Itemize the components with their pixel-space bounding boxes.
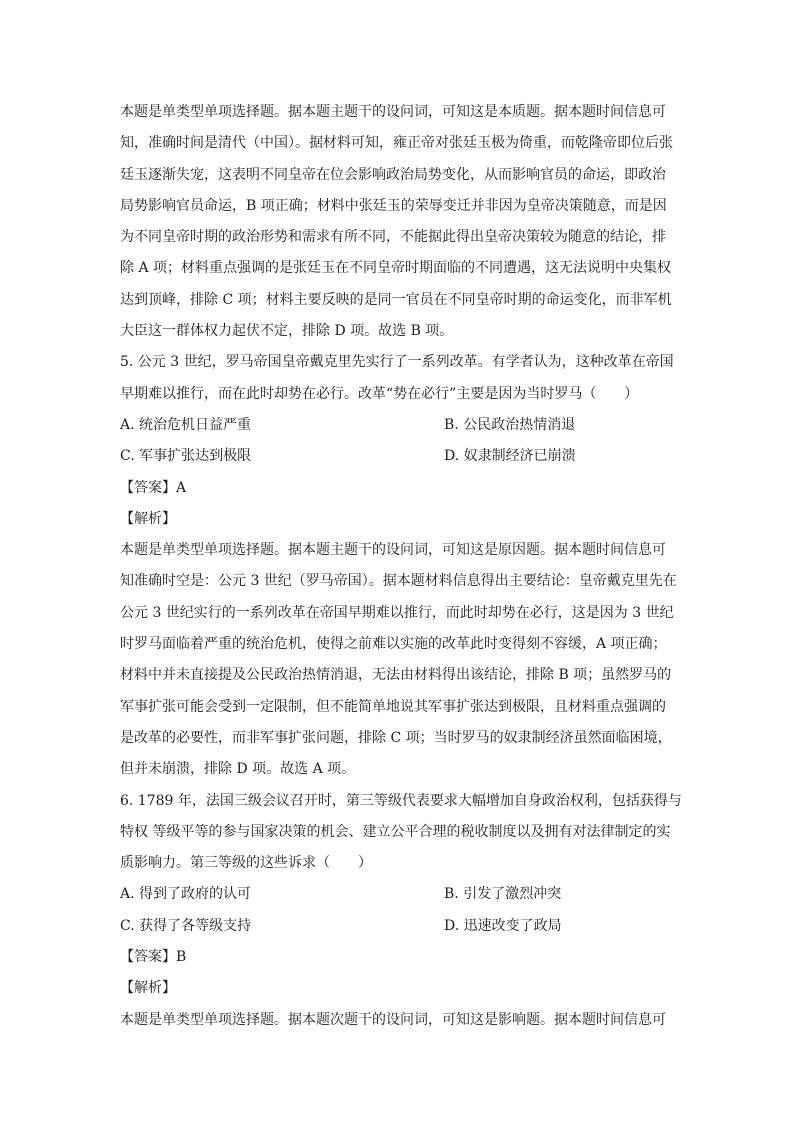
options-row: [120, 879, 665, 910]
text-line: 材料中并未直接提及公民政治热情消退，无法由材料得出该结论，排除 B 项；虽然罗马的: [120, 667, 672, 684]
text-line: 本题是单类型单项选择题。据本题次题干的设问词，可知这是影响题。据本题时间信息可: [120, 1011, 666, 1028]
options-row: [120, 911, 665, 942]
question-stem: 6. 1789 年，法国三级会议召开时，第三等级代表要求大幅增加自身政治权利，包括获得与: [120, 792, 682, 809]
analysis-label: 【解析】: [120, 510, 176, 527]
question-5: [120, 347, 677, 785]
options-row: [120, 410, 665, 441]
option-d: D. 奴隶制经济已崩溃: [444, 448, 576, 465]
answer-line: 【答案】B: [120, 949, 187, 966]
text-line: 廷玉逐渐失宠，这表明不同皇帝在位会影响政治局势变化，从而影响官员的命运，即政治: [120, 166, 666, 183]
options-row: [120, 441, 665, 472]
text-line: 本题是单类型单项选择题。据本题主题干的设问词，可知这是原因题。据本题时间信息可: [120, 542, 666, 559]
question-stem: 早期难以推行，而在此时却势在必行。改革“势在必行”主要是因为当时罗马（ ）: [120, 385, 639, 402]
question-6: [120, 786, 682, 1036]
text-line: 为不同皇帝时期的政治形势和需求有所不同，不能据此得出皇帝决策较为随意的结论，排: [120, 229, 666, 246]
question-stem: 5. 公元 3 世纪，罗马帝国皇帝戴克里先实行了一系列改革。有学者认为，这种改革在帝国: [120, 354, 674, 371]
text-line: 本题是单类型单项选择题。据本题主题干的设问词，可知这是本质题。据本题时间信息可: [120, 104, 666, 120]
text-line: 军事扩张可能会受到一定限制，但不能简单地说其军事扩张达到极限，且材料重点强调的: [120, 698, 666, 715]
text-line: 但并未崩溃，排除 D 项。故选 A 项。: [120, 761, 356, 778]
text-line: 大臣这一群体权力起伏不定，排除 D 项。故选 B 项。: [120, 323, 454, 340]
option-b: B. 引发了激烈冲突: [444, 886, 562, 903]
text-line: 公元 3 世纪实行的一系列改革在帝国早期难以推行，而此时却势在必行，这是因为 3 世纪: [120, 604, 674, 621]
question-stem: 质影响力。第三等级的这些诉求（ ）: [120, 855, 372, 872]
text-line: 时罗马面临着严重的统治危机，使得之前难以实施的改革此时变得刻不容缓，A 项正确；: [120, 636, 667, 653]
option-d: D. 迅速改变了政局: [444, 917, 562, 934]
document-page: [120, 97, 682, 1036]
option-a: A. 统治危机日益严重: [120, 416, 252, 433]
option-c: C. 军事扩张达到极限: [120, 448, 252, 465]
option-c: C. 获得了各等级支持: [120, 917, 252, 934]
question-stem: 特权 等级平等的参与国家决策的机会、建立公平合理的税收制度以及拥有对法律制定的实: [120, 823, 671, 840]
text-line: 是改革的必要性，而非军事扩张问题，排除 C 项；当时罗马的奴隶制经济虽然面临困境，: [120, 729, 672, 746]
text-line: 局势影响官员命运，B 项正确；材料中张廷玉的荣辱变迁并非因为皇帝决策随意，而是因: [120, 197, 667, 214]
prev-analysis: [120, 97, 673, 347]
text-line: 知准确时空是：公元 3 世纪（罗马帝国）。据本题材料信息得出主要结论：皇帝戴克里先在: [120, 573, 677, 590]
analysis-label: 【解析】: [120, 980, 176, 997]
text-line: 达到顶峰，排除 C 项；材料主要反映的是同一官员在不同皇帝时期的命运变化，而非军机: [120, 291, 672, 308]
text-line: 知，准确时间是清代（中国）。据材料可知，雍正帝对张廷玉极为倚重，而乾隆帝即位后张: [120, 135, 673, 152]
text-line: 除 A 项；材料重点强调的是张廷玉在不同皇帝时期面临的不同遭遇，这无法说明中央集权: [120, 260, 672, 277]
answer-line: 【答案】A: [120, 479, 187, 496]
option-a: A. 得到了政府的认可: [120, 886, 252, 903]
option-b: B. 公民政治热情消退: [444, 416, 576, 433]
